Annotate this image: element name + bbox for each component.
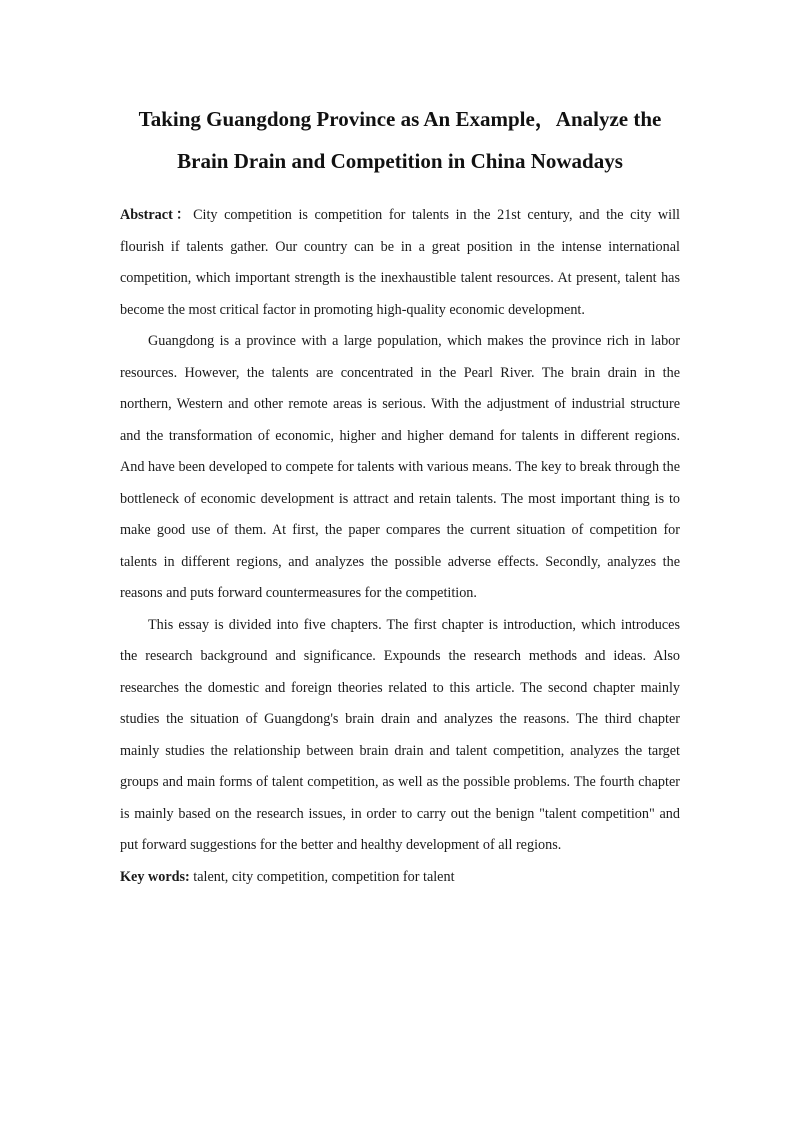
keywords-line xyxy=(120,862,680,894)
keywords-label: Key words: xyxy=(120,868,190,885)
keywords-text: talent, city competition, competition for talent xyxy=(189,868,455,885)
abstract-text-1: City competition is competition for talents in the 21st century, and the city will flourish if talents gather. Our country can be in a great position in the intense international competition, which important strength is the inexhaustible talent resources. At present, talent has become the most critical factor in promoting high-quality economic development. xyxy=(120,207,681,318)
document-page xyxy=(120,98,680,893)
abstract-paragraph-1 xyxy=(120,200,680,326)
abstract-label: Abstract： xyxy=(120,207,194,223)
abstract-paragraph-2: Guangdong is a province with a large population, which makes the province rich in labor resources. However, the talents are concentrated in the Pearl River. The brain drain in the northern, Western and other remote areas is serious. With the adjustment of industrial structure and the transformation of economic, higher and higher demand for talents in different regions. And have been developed to compete for talents with various means. The key to break through the bottleneck of economic development is attract and retain talents. The most important thing is to make good use of them. At first, the paper compares the current situation of competition for talents in different regions, and analyzes the possible adverse effects. Secondly, analyzes the reasons and puts forward countermeasures for the competition. xyxy=(120,333,680,601)
page-title xyxy=(120,98,680,182)
title-line-2: Brain Drain and Competition in China Nowadays xyxy=(177,149,623,173)
title-line-1: Taking Guangdong Province as An Example，Analyze the xyxy=(138,107,662,131)
abstract-paragraph-3: This essay is divided into five chapters. The first chapter is introduction, which introduces the research background and significance. Expounds the research methods and ideas. Also researches the domestic and foreign theories related to this article. The second chapter mainly studies the situation of Guangdong's brain drain and analyzes the reasons. The third chapter mainly studies the relationship between brain drain and talent competition, analyzes the target groups and main forms of talent competition, as well as the possible problems. The fourth chapter is mainly based on the research issues, in order to carry out the benign "talent competition" and put forward suggestions for the better and healthy development of all regions. xyxy=(120,616,680,853)
